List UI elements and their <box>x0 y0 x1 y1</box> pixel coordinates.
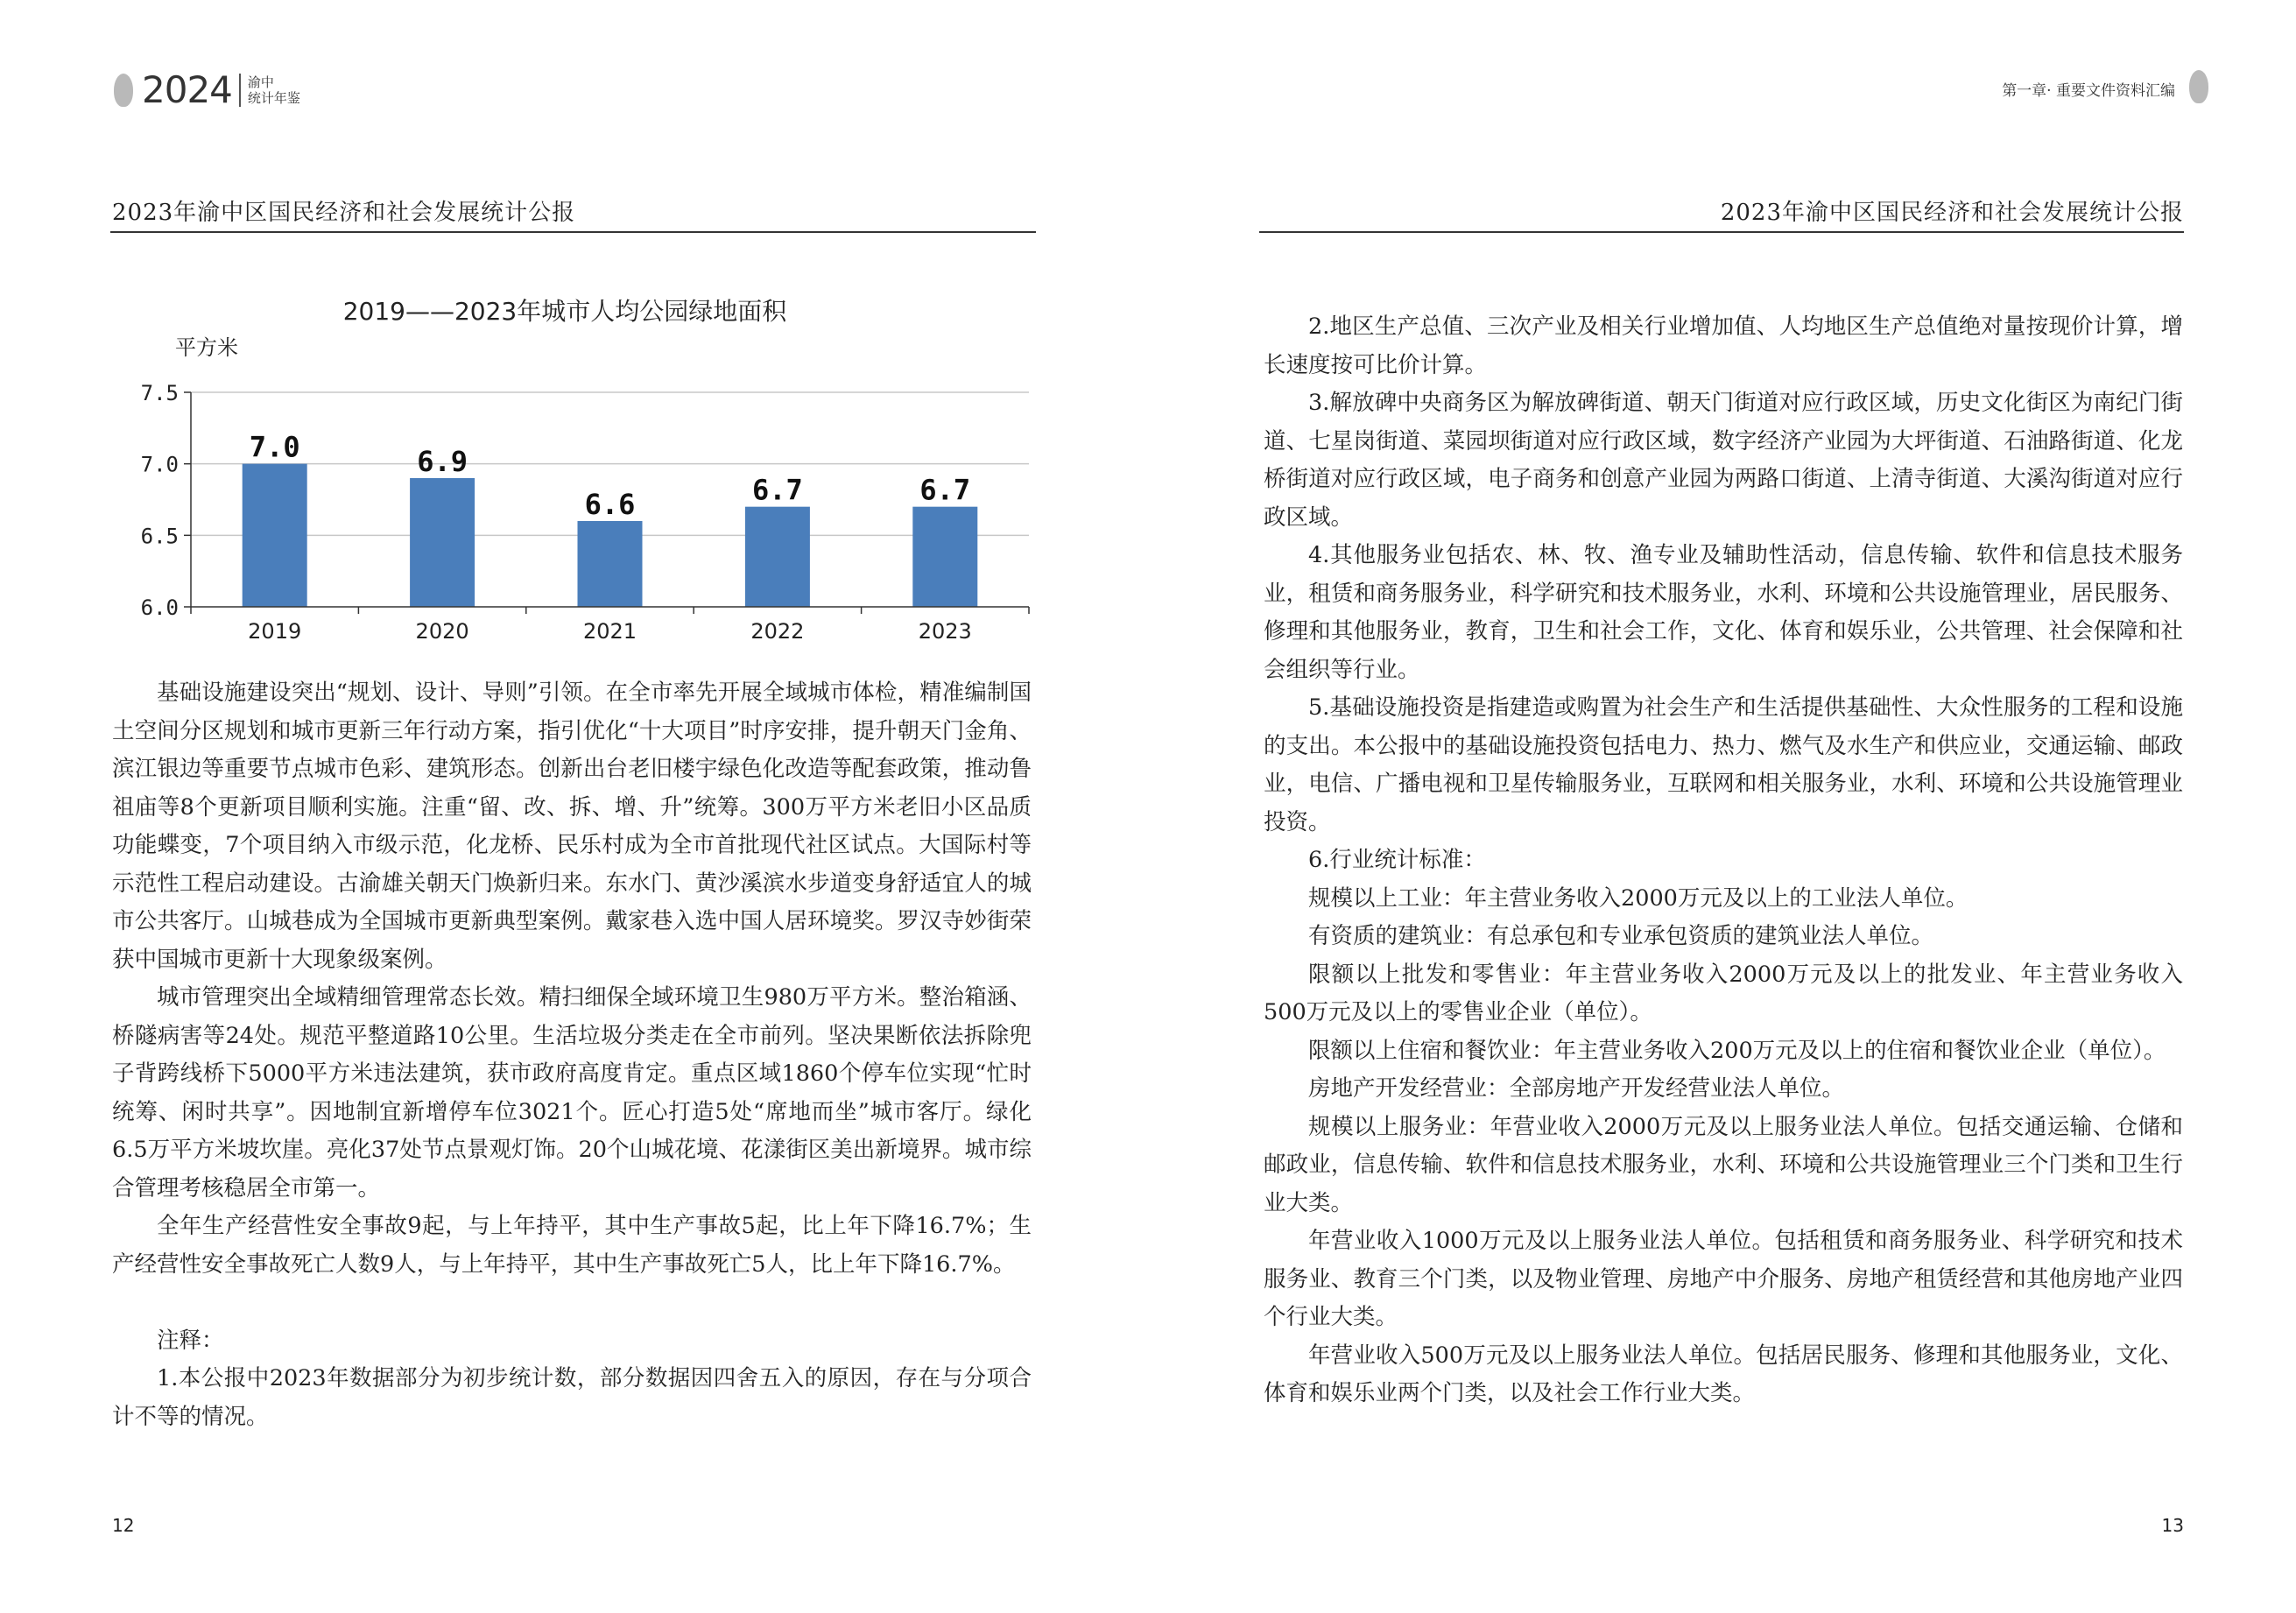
bar-value-label: 6.7 <box>752 473 803 507</box>
y-tick-label: 6.0 <box>140 595 179 620</box>
logo-emblem-icon <box>114 74 133 107</box>
x-tick-label: 2020 <box>415 619 469 644</box>
note-2: 2.地区生产总值、三次产业及相关行业增加值、人均地区生产总值绝对量按现价计算，增长速度按可比价计算。 <box>1264 313 2183 378</box>
right-body-text <box>1264 308 2183 1413</box>
note-5: 5.基础设施投资是指建造或购置为社会生产和生活提供基础性、大众性服务的工程和设施的支出。本公报中的基础设施投资包括电力、热力、燃气及水生产和供应业，交通运输、邮政业，电信、广播电视和卫星传输服务业，互联网和相关服务业，水利、环境和公共设施管理业投资。 <box>1264 694 2183 835</box>
standard-industry: 规模以上工业：年主营业务收入2000万元及以上的工业法人单位。 <box>1308 884 1969 912</box>
logo-divider <box>239 74 241 107</box>
standard-services-1000: 年营业收入1000万元及以上服务业法人单位。包括租赁和商务服务业、科学研究和技术服务业、教育三个门类，以及物业管理、房地产中介服务、房地产租赁经营和其他房地产业四个行业大类。 <box>1264 1228 2183 1330</box>
y-tick-label: 6.5 <box>140 524 179 549</box>
bar-value-label: 6.9 <box>417 445 468 478</box>
right-page <box>1148 0 2296 1613</box>
chart-title: 2019——2023年城市人均公园绿地面积 <box>342 297 787 326</box>
standard-wholesale-retail: 限额以上批发和零售业：年主营业务收入2000万元及以上的批发业、年主营业务收入500万元及以上的零售业企业（单位）。 <box>1264 961 2183 1025</box>
note-1: 1.本公报中2023年数据部分为初步统计数，部分数据因四舍五入的原因，存在与分项合计不等的情况。 <box>112 1365 1032 1430</box>
bar-2022 <box>745 507 810 607</box>
logo-line-1: 渝中 <box>247 74 274 90</box>
logo-line-2: 统计年鉴 <box>247 90 300 106</box>
document-title: 2023年渝中区国民经济和社会发展统计公报 <box>1720 200 2184 226</box>
bar-value-label: 6.7 <box>919 473 971 507</box>
document-title: 2023年渝中区国民经济和社会发展统计公报 <box>112 200 576 226</box>
paragraph-safety: 全年生产经营性安全事故9起，与上年持平，其中生产事故5起，比上年下降16.7%；生产经营性安全事故死亡人数9人，与上年持平，其中生产事故死亡5人，比上年下降16.7%。 <box>112 1213 1032 1278</box>
green-area-bar-chart <box>131 289 1042 657</box>
x-tick-label: 2019 <box>248 619 302 644</box>
paragraph-infrastructure: 基础设施建设突出“规划、设计、导则”引领。在全市率先开展全域城市体检，精准编制国土空间分区规划和城市更新三年行动方案，指引优化“十大项目”时序安排，提升朝天门金角、滨江银边等重要节点城市色彩、建筑形态。创新出台老旧楼宇绿色化改造等配套政策，推动鲁祖庙等8个更新项目顺利实施。注重“留、改、拆、增、升”统筹。300万平方米老旧小区品质功能蝶变，7个项目纳入市级示范，化龙桥、民乐村成为全市首批现代社区试点。大国际村等示范性工程启动建设。古渝雄关朝天门焕新归来。东水门、黄沙溪滨水步道变身舒适宜人的城市公共客厅。山城巷成为全国城市更新典型案例。戴家巷入选中国人居环境奖。罗汉寺妙街荣获中国城市更新十大现象级案例。 <box>112 680 1032 973</box>
logo-year: 2024 <box>142 68 232 111</box>
paragraph-city-management: 城市管理突出全域精细管理常态长效。精扫细保全域环境卫生980万平方米。整治箱涵、桥隧病害等24处。规范平整道路10公里。生活垃圾分类走在全市前列。坚决果断依法拆除兜子背跨线桥下5000平方米违法建筑，获市政府高度肯定。重点区域1860个停车位实现“忙时统筹、闲时共享”。因地制宜新增停车位3021个。匠心打造5处“席地而坐”城市客厅。绿化6.5万平方米坡坎崖。亮化37处节点景观灯饰。20个山城花境、花漾街区美出新境界。城市综合管理考核稳居全市第一。 <box>112 984 1032 1201</box>
bar-2021 <box>578 521 643 607</box>
bar-2019 <box>243 464 307 607</box>
standard-real-estate: 房地产开发经营业：全部房地产开发经营业法人单位。 <box>1308 1075 1845 1102</box>
chart-bars <box>243 431 978 607</box>
note-4: 4.其他服务业包括农、林、牧、渔专业及辅助性活动，信息传输、软件和信息技术服务业，租赁和商务服务业，科学研究和技术服务业，水利、环境和公共设施管理业，居民服务、修理和其他服务业，教育，卫生和社会工作，文化、体育和娱乐业，公共管理、社会保障和社会组织等行业。 <box>1264 542 2183 683</box>
bar-value-label: 7.0 <box>249 430 300 464</box>
y-tick-label: 7.0 <box>140 452 179 477</box>
left-body-text <box>112 674 1032 1436</box>
standard-services-2000: 规模以上服务业：年营业收入2000万元及以上服务业法人单位。包括交通运输、仓储和邮政业，信息传输、软件和信息技术服务业，水利、环境和公共设施管理业三个门类和卫生行业大类。 <box>1264 1113 2183 1216</box>
standard-services-500: 年营业收入500万元及以上服务业法人单位。包括居民服务、修理和其他服务业，文化、体育和娱乐业两个门类，以及社会工作行业大类。 <box>1264 1342 2183 1406</box>
header-rule <box>110 231 1036 233</box>
page-number: 12 <box>112 1515 135 1536</box>
spacer <box>112 1284 1032 1322</box>
yearbook-logo <box>114 68 300 112</box>
page-number: 13 <box>2161 1515 2184 1536</box>
x-tick-label: 2022 <box>750 619 805 644</box>
bar-value-label: 6.6 <box>584 488 636 521</box>
header-rule <box>1259 231 2184 233</box>
x-tick-label: 2021 <box>582 619 637 644</box>
chapter-emblem-icon <box>2189 70 2208 103</box>
logo-text <box>248 74 300 106</box>
x-tick-label: 2023 <box>918 619 972 644</box>
standard-accommodation: 限额以上住宿和餐饮业：年主营业务收入200万元及以上的住宿和餐饮业企业（单位）。 <box>1308 1037 2166 1064</box>
y-tick-label: 7.5 <box>140 381 179 405</box>
note-3: 3.解放碑中央商务区为解放碑街道、朝天门街道对应行政区域，历史文化街区为南纪门街道、七星岗街道、菜园坝街道对应行政区域，数字经济产业园为大坪街道、石油路街道、化龙桥街道对应行政区域，电子商务和创意产业园为两路口街道、上清寺街道、大溪沟街道对应行政区域。 <box>1264 390 2183 531</box>
note-6: 6.行业统计标准： <box>1308 847 1486 873</box>
bar-2023 <box>912 507 977 607</box>
chart-y-axis-label: 平方米 <box>175 335 238 360</box>
standard-construction: 有资质的建筑业：有总承包和专业承包资质的建筑业法人单位。 <box>1308 923 1934 949</box>
notes-title: 注释： <box>157 1327 224 1354</box>
bar-2020 <box>410 478 475 607</box>
chapter-label: 第一章· 重要文件资料汇编 <box>2002 82 2175 100</box>
